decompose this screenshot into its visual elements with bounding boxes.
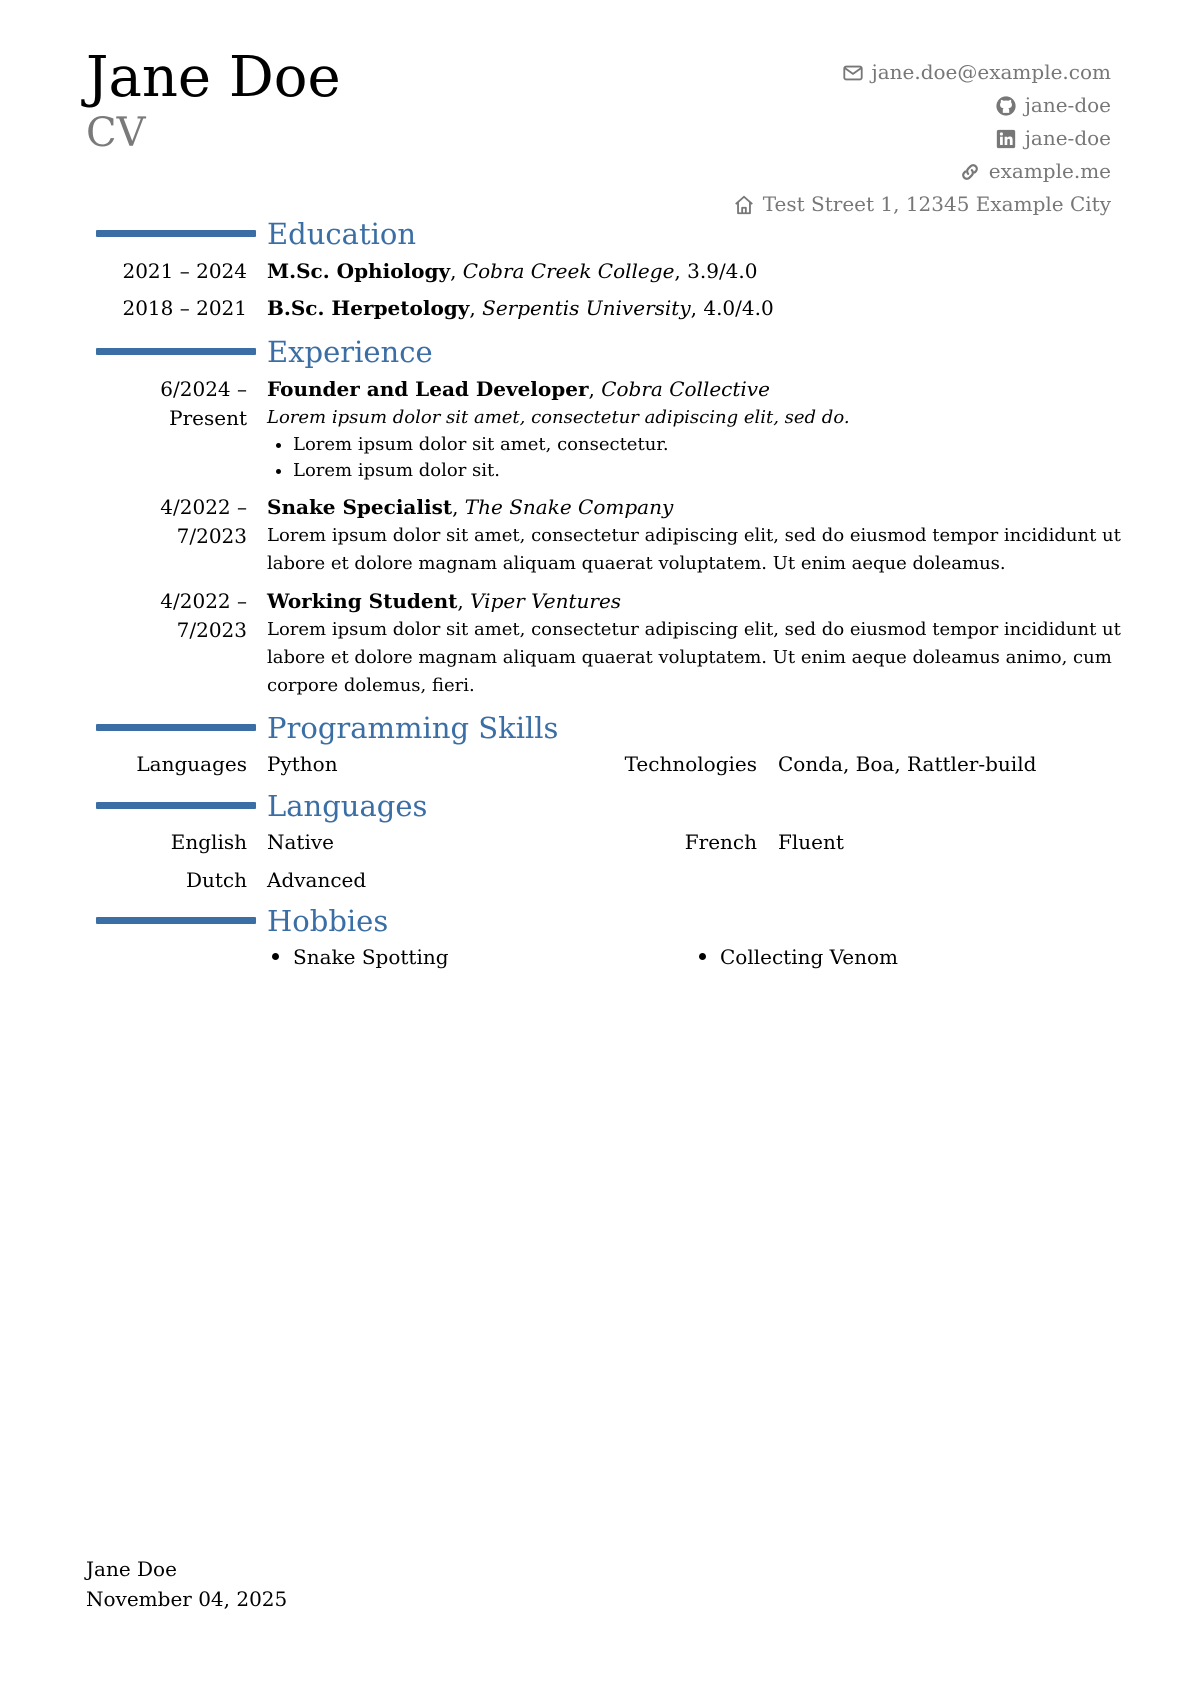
hobbies-list bbox=[96, 943, 1126, 977]
section-bar bbox=[96, 230, 256, 237]
desc-line: labore et dolore magnam aliquam quaerat voluptatem. Ut enim aeque doleamus. bbox=[267, 553, 1006, 574]
section-bar bbox=[96, 917, 256, 924]
separator: , bbox=[469, 296, 476, 320]
separator: , bbox=[588, 377, 595, 401]
contact-linkedin-text: jane-doe bbox=[1024, 126, 1111, 150]
entry-date: 2021 – 2024 bbox=[122, 259, 247, 283]
entry-date: 2018 – 2021 bbox=[122, 296, 247, 320]
entry-date-start: 4/2022 – bbox=[160, 589, 247, 613]
section-bar bbox=[96, 724, 256, 731]
experience-entry bbox=[96, 587, 1126, 705]
bullet-list bbox=[267, 432, 1191, 484]
entry-date-start: 6/2024 – bbox=[160, 377, 247, 401]
contact-website-text: example.me bbox=[988, 159, 1111, 183]
entry-date-end: 7/2023 bbox=[176, 524, 247, 548]
list-item: Snake Spotting bbox=[272, 943, 449, 971]
language-level: Advanced bbox=[267, 868, 367, 892]
hobbies-header bbox=[96, 901, 1126, 941]
skill-label: Languages bbox=[136, 752, 247, 776]
desc-line: Lorem ipsum dolor sit amet, consectetur adipiscing elit, sed do eiusmod tempor incididunt ut bbox=[267, 619, 1121, 640]
contact-linkedin[interactable] bbox=[591, 122, 1111, 155]
skill-value: Python bbox=[267, 752, 338, 776]
list-item: • Lorem ipsum dolor sit amet, consectetur. bbox=[293, 432, 1191, 458]
footer bbox=[86, 1554, 287, 1614]
language-row bbox=[96, 866, 1126, 904]
skills-header bbox=[96, 708, 1126, 748]
list-item: • Lorem ipsum dolor sit. bbox=[293, 458, 1191, 484]
education-section bbox=[96, 214, 1126, 331]
languages-header bbox=[96, 786, 1126, 826]
footer-date: November 04, 2025 bbox=[86, 1587, 288, 1611]
role: Founder and Lead Developer bbox=[267, 377, 589, 401]
language-level: Native bbox=[267, 830, 334, 854]
envelope-icon bbox=[842, 62, 864, 84]
linkedin-icon bbox=[995, 128, 1017, 150]
desc-line: labore et dolore magnam aliquam quaerat voluptatem. Ut enim aeque doleamus animo, cum bbox=[267, 647, 1112, 668]
cv-name: Jane Doe bbox=[86, 45, 341, 110]
degree: B.Sc. Herpetology bbox=[267, 296, 470, 320]
cv-subtitle: CV bbox=[86, 110, 146, 156]
contact-website[interactable] bbox=[591, 155, 1111, 188]
school: Cobra Creek College bbox=[462, 259, 675, 283]
section-title: Education bbox=[267, 217, 417, 251]
hobbies-section bbox=[96, 901, 1126, 977]
languages-section bbox=[96, 786, 1126, 904]
desc-line: Lorem ipsum dolor sit amet, consectetur adipiscing elit, sed do eiusmod tempor incididunt ut bbox=[267, 525, 1121, 546]
language-name: English bbox=[170, 830, 247, 854]
section-title: Programming Skills bbox=[267, 711, 559, 745]
contact-address-text: Test Street 1, 12345 Example City bbox=[762, 192, 1111, 216]
contact-github-text: jane-doe bbox=[1024, 93, 1111, 117]
experience-header bbox=[96, 332, 1126, 372]
contact-email[interactable] bbox=[591, 56, 1111, 89]
grade: , 3.9/4.0 bbox=[674, 259, 758, 283]
skills-section bbox=[96, 708, 1126, 788]
entry-date-end: Present bbox=[169, 406, 247, 430]
section-bar bbox=[96, 348, 256, 355]
github-icon bbox=[995, 95, 1017, 117]
separator: , bbox=[457, 589, 464, 613]
home-icon bbox=[733, 194, 755, 216]
entry-summary: Lorem ipsum dolor sit amet, consectetur adipiscing elit, sed do. bbox=[267, 407, 850, 428]
company: Viper Ventures bbox=[470, 589, 622, 613]
contact-block bbox=[591, 56, 1111, 221]
language-name: French bbox=[684, 830, 757, 854]
language-level: Fluent bbox=[778, 830, 844, 854]
link-icon bbox=[959, 161, 981, 183]
separator: , bbox=[452, 495, 459, 519]
entry-date-end: 7/2023 bbox=[176, 618, 247, 642]
entry-date-start: 4/2022 – bbox=[160, 495, 247, 519]
degree: M.Sc. Ophiology bbox=[267, 259, 451, 283]
education-entry bbox=[96, 257, 1126, 294]
skills-row bbox=[96, 750, 1126, 788]
contact-github[interactable] bbox=[591, 89, 1111, 122]
section-title: Hobbies bbox=[267, 904, 389, 938]
experience-section bbox=[96, 332, 1126, 705]
section-title: Languages bbox=[267, 789, 428, 823]
experience-entry bbox=[96, 493, 1126, 587]
education-entry bbox=[96, 294, 1126, 331]
separator: , bbox=[450, 259, 457, 283]
desc-line: corpore dolemus, fieri. bbox=[267, 675, 475, 696]
role: Snake Specialist bbox=[267, 495, 453, 519]
role: Working Student bbox=[267, 589, 458, 613]
section-title: Experience bbox=[267, 335, 433, 369]
section-bar bbox=[96, 802, 256, 809]
company: The Snake Company bbox=[464, 495, 674, 519]
skill-label: Technologies bbox=[624, 752, 757, 776]
footer-name: Jane Doe bbox=[86, 1557, 177, 1581]
list-item: Collecting Venom bbox=[699, 943, 898, 971]
company: Cobra Collective bbox=[601, 377, 770, 401]
education-header bbox=[96, 214, 1126, 254]
school: Serpentis University bbox=[482, 296, 691, 320]
skill-value: Conda, Boa, Rattler-build bbox=[778, 752, 1037, 776]
language-name: Dutch bbox=[185, 868, 247, 892]
experience-entry bbox=[96, 375, 1126, 493]
grade: , 4.0/4.0 bbox=[690, 296, 774, 320]
contact-email-text: jane.doe@example.com bbox=[871, 60, 1111, 84]
language-row bbox=[96, 828, 1126, 866]
